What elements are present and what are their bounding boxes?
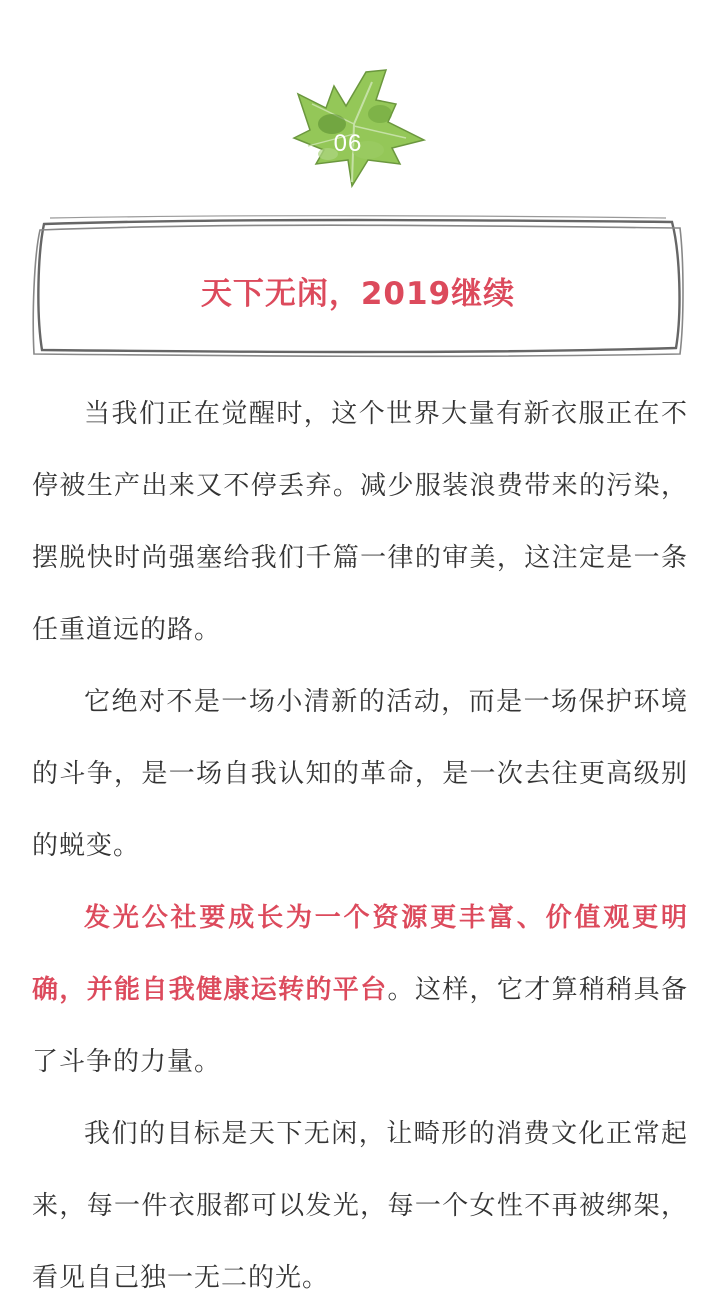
paragraph: [32, 882, 688, 1098]
section-number: 06: [333, 130, 363, 157]
section-title-frame: [30, 212, 686, 360]
article-body: [32, 378, 688, 1314]
paragraph-text: 当我们正在觉醒时，这个世界大量有新衣服正在不停被生产出来又不停丢弃。减少服装浪费带来的污染，摆脱快时尚强塞给我们千篇一律的审美，这注定是一条任重道远的路。: [32, 399, 688, 645]
paragraph: [32, 1098, 688, 1314]
highlighted-text: 发光公社要成长为一个资源更丰富、价值观更明确，并能自我健康运转的平台: [32, 903, 688, 1005]
section-number-badge: [288, 64, 428, 194]
paragraph: [32, 378, 688, 666]
maple-leaf-icon: [288, 64, 428, 194]
paragraph-text: 我们的目标是天下无闲，让畸形的消费文化正常起来，每一件衣服都可以发光，每一个女性不再被绑架，看见自己独一无二的光。: [32, 1119, 688, 1293]
paragraph-text: 。这样，它才算稍稍具备了斗争的力量。: [32, 975, 688, 1077]
section-title: 天下无闲，2019继续: [200, 276, 516, 312]
paragraph: [32, 666, 688, 882]
paragraph-text: 它绝对不是一场小清新的活动，而是一场保护环境的斗争，是一场自我认知的革命，是一次去往更高级别的蜕变。: [32, 687, 688, 861]
